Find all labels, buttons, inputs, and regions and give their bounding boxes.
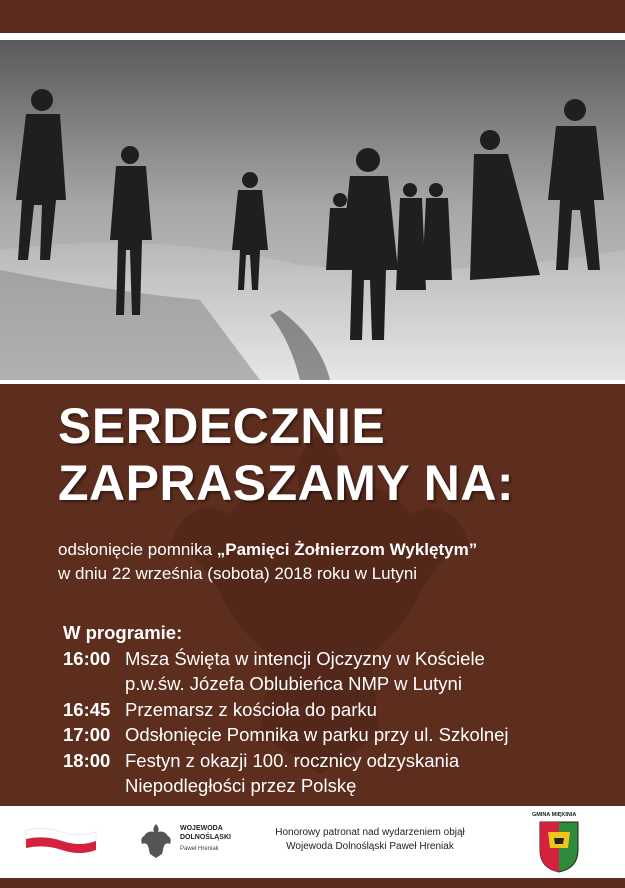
program-text: Odsłonięcie Pomnika w parku przy ul. Szkolnej bbox=[125, 724, 509, 745]
program-heading: W programie: bbox=[63, 622, 183, 643]
patron-line-2: Wojewoda Dolnośląski Paweł Hreniak bbox=[286, 841, 454, 852]
program-time: 17:00 bbox=[63, 724, 111, 745]
program-item bbox=[63, 722, 509, 748]
headline-line-1: SERDECZNIE bbox=[58, 398, 386, 454]
program-text: Msza Święta w intencji Ojczyzny w Kościele bbox=[125, 647, 485, 669]
patron-line-1: Honorowy patronat nad wydarzeniem objął bbox=[275, 827, 465, 838]
program-list bbox=[63, 620, 509, 799]
wojewoda-name: Paweł Hreniak bbox=[180, 846, 219, 852]
gmina-crest-icon bbox=[538, 820, 580, 874]
wojewoda-title bbox=[180, 824, 231, 842]
wojewoda-line-1: WOJEWODA bbox=[180, 825, 223, 832]
program-item bbox=[63, 748, 509, 774]
invitation-panel bbox=[0, 384, 625, 806]
program-text-cont: Niepodległości przez Polskę bbox=[125, 775, 357, 796]
polish-flag-icon bbox=[24, 828, 98, 854]
wojewoda-line-2: DOLNOŚLĄSKI bbox=[180, 834, 231, 841]
program-text: Przemarsz z kościoła do parku bbox=[125, 698, 377, 720]
program-item bbox=[63, 646, 509, 672]
program-text-cont: p.w.św. Józefa Oblubieńca NMP w Lutyni bbox=[125, 673, 462, 694]
eagle-emblem-icon bbox=[138, 820, 174, 860]
bottom-band bbox=[0, 878, 625, 888]
headline-line-2: ZAPRASZAMY NA: bbox=[58, 455, 515, 511]
top-band bbox=[0, 0, 625, 33]
historical-photo bbox=[0, 40, 625, 380]
program-item bbox=[63, 697, 509, 723]
program-time: 16:45 bbox=[63, 698, 111, 720]
program-time: 16:00 bbox=[63, 647, 111, 669]
subtitle-prefix: odsłonięcie pomnika bbox=[58, 540, 217, 559]
headline bbox=[58, 398, 514, 512]
event-subtitle bbox=[58, 538, 477, 586]
footer-logos bbox=[0, 806, 625, 878]
gmina-label: GMINA MIĘKINIA bbox=[532, 812, 577, 818]
subtitle-date: w dniu 22 września (sobota) 2018 roku w Lutyni bbox=[58, 564, 418, 583]
honorary-patronage bbox=[250, 826, 490, 854]
program-text: Festyn z okazji 100. rocznicy odzyskania bbox=[125, 749, 460, 771]
program-time: 18:00 bbox=[63, 749, 111, 771]
monument-name: „Pamięci Żołnierzom Wyklętym” bbox=[216, 540, 478, 559]
